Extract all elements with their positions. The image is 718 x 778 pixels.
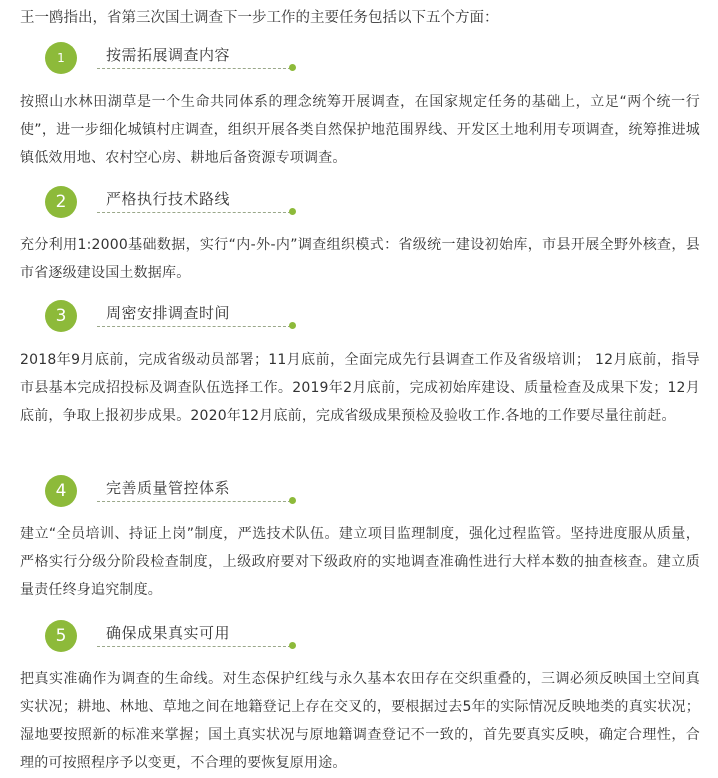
section-heading-3 [45,300,265,332]
section-number-badge: 5 [45,620,77,652]
section-number-badge: 4 [45,475,77,507]
section-heading-4 [45,475,265,507]
dashed-underline [97,501,291,502]
section-heading-5 [45,620,265,652]
dashed-underline [97,326,291,327]
section-title: 严格执行技术路线 [106,190,231,208]
section-title: 按需拓展调查内容 [106,46,231,64]
bullet-dot-icon [289,497,296,504]
section-body-2: 充分利用1:2000基础数据，实行“内-外-内”调查组织模式：省级统一建设初始库，市县开展全野外核查，县市省逐级建设国土数据库。 [20,237,700,281]
section-number-badge: 3 [45,300,77,332]
section-body-5: 把真实准确作为调查的生命线。对生态保护红线与永久基本农田存在交织重叠的，三调必须反映国土空间真实状况；耕地、林地、草地之间在地籍登记上存在交叉的，要根据过去5年的实际情况反映地类的真实状况；湿地要按照新的标准来掌握；国土真实状况与原地籍调查登记不一致的，首先要真实反映，确定合理性，合理的可按照程序予以变更，不合理的要恢复原用途。 [20,671,700,771]
dashed-underline [97,212,291,213]
section-heading-2 [45,186,265,218]
section-number-badge: 1 [45,42,77,74]
dashed-underline [97,646,291,647]
section-body-3: 2018年9月底前，完成省级动员部署；11月底前，全面完成先行县调查工作及省级培训； 12月底前，指导市县基本完成招投标及调查队伍选择工作。2019年2月底前，完成初始库建设、质量检查及成果下发；12月底前，争取上报初步成果。2020年12月底前，完成省级成果预检及验收工作.各地的工作要尽量往前赶。 [20,352,700,424]
intro-text: 王一鸥指出，省第三次国土调查下一步工作的主要任务包括以下五个方面： [20,10,499,26]
section-body-4: 建立“全员培训、持证上岗”制度，严选技术队伍。建立项目监理制度，强化过程监管。坚持进度服从质量，严格实行分级分阶段检查制度，上级政府要对下级政府的实地调查准确性进行大样本数的抽查核查。建立质量责任终身追究制度。 [20,526,700,598]
bullet-dot-icon [289,642,296,649]
section-title: 完善质量管控体系 [106,479,231,497]
bullet-dot-icon [289,208,296,215]
section-title: 确保成果真实可用 [106,624,231,642]
dashed-underline [97,68,291,69]
section-body-1: 按照山水林田湖草是一个生命共同体系的理念统筹开展调查，在国家规定任务的基础上，立足“两个统一行使”，进一步细化城镇村庄调查，组织开展各类自然保护地范围界线、开发区土地利用专项调查，统筹推进城镇低效用地、农村空心房、耕地后备资源专项调查。 [20,94,700,166]
section-heading-1 [45,42,265,74]
bullet-dot-icon [289,322,296,329]
section-title: 周密安排调查时间 [106,304,231,322]
bullet-dot-icon [289,64,296,71]
section-number-badge: 2 [45,186,77,218]
